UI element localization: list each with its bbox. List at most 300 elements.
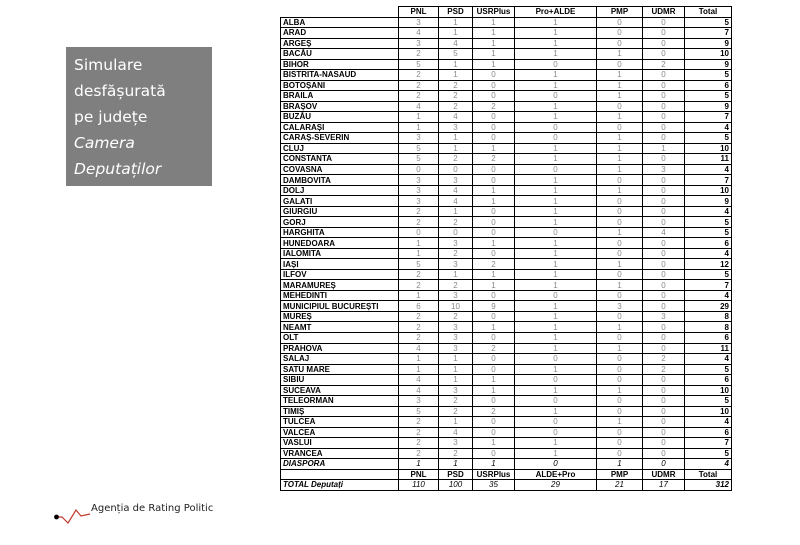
seat-count: 0 xyxy=(473,70,515,81)
seat-count: 2 xyxy=(399,80,439,91)
title-line-5: Deputaților xyxy=(74,160,162,178)
seat-count: 3 xyxy=(439,322,473,333)
footer-header-cell: Total xyxy=(685,469,732,480)
footer-header-cell xyxy=(281,469,399,480)
seat-count: 1 xyxy=(399,290,439,301)
seat-count: 0 xyxy=(643,301,685,312)
table-row xyxy=(281,406,732,417)
seat-count: 3 xyxy=(399,196,439,207)
seat-count: 1 xyxy=(439,354,473,365)
seat-count: 1 xyxy=(515,269,597,280)
row-total: 8 xyxy=(685,322,732,333)
county-name: BUZĂU xyxy=(281,112,399,123)
header-cell: USRPlus xyxy=(473,7,515,18)
table-row xyxy=(281,269,732,280)
seat-count: 0 xyxy=(597,448,643,459)
row-total: 10 xyxy=(685,185,732,196)
seat-count: 0 xyxy=(643,417,685,428)
seat-count: 0 xyxy=(473,206,515,217)
seat-count: 1 xyxy=(515,238,597,249)
seat-count: 5 xyxy=(399,406,439,417)
seat-count: 0 xyxy=(473,311,515,322)
seat-count: 5 xyxy=(399,154,439,165)
seat-count: 2 xyxy=(439,101,473,112)
seat-count: 1 xyxy=(515,28,597,39)
row-total: 10 xyxy=(685,385,732,396)
row-total: 7 xyxy=(685,280,732,291)
seat-count: 0 xyxy=(515,396,597,407)
county-name: BOTOȘANI xyxy=(281,80,399,91)
seat-count: 1 xyxy=(597,80,643,91)
seat-count: 0 xyxy=(597,269,643,280)
seat-count: 0 xyxy=(473,448,515,459)
seat-count: 1 xyxy=(473,238,515,249)
seat-count: 0 xyxy=(515,354,597,365)
seat-count: 1 xyxy=(597,459,643,470)
seat-count: 2 xyxy=(399,311,439,322)
seat-count: 1 xyxy=(515,217,597,228)
seat-count: 0 xyxy=(473,91,515,102)
header-cell: UDMR xyxy=(643,7,685,18)
seat-count: 1 xyxy=(399,364,439,375)
seat-count: 0 xyxy=(597,196,643,207)
seat-count: 2 xyxy=(399,417,439,428)
table-row xyxy=(281,343,732,354)
seat-count: 1 xyxy=(473,28,515,39)
table-row xyxy=(281,396,732,407)
seat-count: 1 xyxy=(515,101,597,112)
seat-count: 1 xyxy=(399,112,439,123)
seat-count: 0 xyxy=(643,133,685,144)
row-total: 11 xyxy=(685,154,732,165)
seat-count: 0 xyxy=(643,38,685,49)
seat-count: 0 xyxy=(597,206,643,217)
row-total: 7 xyxy=(685,175,732,186)
seat-count: 0 xyxy=(515,375,597,386)
seat-count: 5 xyxy=(399,59,439,70)
seat-count: 3 xyxy=(439,438,473,449)
seat-count: 1 xyxy=(399,122,439,133)
county-name: VASLUI xyxy=(281,438,399,449)
row-total: 4 xyxy=(685,290,732,301)
seat-count: 0 xyxy=(473,332,515,343)
seat-count: 2 xyxy=(399,332,439,343)
seat-count: 1 xyxy=(399,248,439,259)
seat-count: 0 xyxy=(473,133,515,144)
seat-count: 0 xyxy=(473,112,515,123)
row-total: 4 xyxy=(685,164,732,175)
county-name: ILFOV xyxy=(281,269,399,280)
seat-count: 2 xyxy=(473,101,515,112)
footer-header-cell: USRPlus xyxy=(473,469,515,480)
row-total: 7 xyxy=(685,28,732,39)
seat-count: 0 xyxy=(597,438,643,449)
row-total: 5 xyxy=(685,133,732,144)
county-name: BACĂU xyxy=(281,49,399,60)
seat-count: 0 xyxy=(643,406,685,417)
seat-count: 1 xyxy=(473,438,515,449)
row-total: 10 xyxy=(685,406,732,417)
county-name: DOLJ xyxy=(281,185,399,196)
seat-count: 0 xyxy=(597,427,643,438)
row-total: 4 xyxy=(685,206,732,217)
total-cell: 100 xyxy=(439,480,473,491)
seat-count: 0 xyxy=(515,59,597,70)
footer-header-cell: UDMR xyxy=(643,469,685,480)
seat-count: 0 xyxy=(515,459,597,470)
seat-count: 3 xyxy=(643,311,685,322)
table-row xyxy=(281,375,732,386)
title-line-4: Camera xyxy=(74,134,135,152)
seat-count: 1 xyxy=(515,154,597,165)
row-total: 9 xyxy=(685,38,732,49)
seat-count: 1 xyxy=(597,133,643,144)
county-name: DIASPORA xyxy=(281,459,399,470)
row-total: 6 xyxy=(685,375,732,386)
row-total: 10 xyxy=(685,143,732,154)
seat-count: 4 xyxy=(399,28,439,39)
county-name: TIMIȘ xyxy=(281,406,399,417)
table-row xyxy=(281,311,732,322)
seat-count: 0 xyxy=(597,17,643,28)
seat-count: 2 xyxy=(439,248,473,259)
seat-count: 0 xyxy=(643,248,685,259)
seat-count: 4 xyxy=(439,196,473,207)
seat-count: 0 xyxy=(597,406,643,417)
total-cell: 35 xyxy=(473,480,515,491)
seat-count: 0 xyxy=(473,217,515,228)
county-name: SIBIU xyxy=(281,375,399,386)
seat-count: 3 xyxy=(399,185,439,196)
seat-count: 2 xyxy=(473,343,515,354)
seat-count: 1 xyxy=(597,417,643,428)
seat-count: 3 xyxy=(399,396,439,407)
seat-count: 3 xyxy=(597,301,643,312)
seat-count: 0 xyxy=(399,227,439,238)
seat-count: 0 xyxy=(643,91,685,102)
table-row xyxy=(281,101,732,112)
seat-count: 0 xyxy=(473,354,515,365)
table-row xyxy=(281,217,732,228)
county-name: MEHEDINTI xyxy=(281,290,399,301)
table-row xyxy=(281,38,732,49)
row-total: 4 xyxy=(685,122,732,133)
seat-count: 0 xyxy=(597,59,643,70)
seat-count: 0 xyxy=(515,122,597,133)
seat-count: 2 xyxy=(439,91,473,102)
seat-count: 0 xyxy=(643,290,685,301)
seat-count: 0 xyxy=(643,396,685,407)
table-row xyxy=(281,154,732,165)
row-total: 6 xyxy=(685,80,732,91)
county-name: VALCEA xyxy=(281,427,399,438)
total-cell: 17 xyxy=(643,480,685,491)
seat-count: 1 xyxy=(515,175,597,186)
seat-count: 4 xyxy=(399,385,439,396)
seat-count: 1 xyxy=(399,238,439,249)
seat-count: 3 xyxy=(439,259,473,270)
table-row xyxy=(281,206,732,217)
seat-count: 0 xyxy=(515,164,597,175)
seat-count: 5 xyxy=(439,49,473,60)
seat-count: 1 xyxy=(473,185,515,196)
table-row xyxy=(281,417,732,428)
county-name: CALARAȘI xyxy=(281,122,399,133)
seat-count: 0 xyxy=(643,49,685,60)
row-total: 5 xyxy=(685,91,732,102)
seat-count: 0 xyxy=(643,322,685,333)
seat-count: 0 xyxy=(597,248,643,259)
deputies-table xyxy=(280,6,732,491)
table-row xyxy=(281,459,732,470)
seat-count: 4 xyxy=(439,427,473,438)
seat-count: 0 xyxy=(643,17,685,28)
footer-header-cell: PNL xyxy=(399,469,439,480)
seat-count: 4 xyxy=(439,112,473,123)
seat-count: 0 xyxy=(643,269,685,280)
seat-count: 0 xyxy=(643,175,685,186)
table-row xyxy=(281,364,732,375)
seat-count: 0 xyxy=(597,122,643,133)
seat-count: 3 xyxy=(439,343,473,354)
seat-count: 0 xyxy=(473,427,515,438)
seat-count: 2 xyxy=(399,427,439,438)
header-cell: PMP xyxy=(597,7,643,18)
seat-count: 0 xyxy=(643,448,685,459)
seat-count: 0 xyxy=(473,290,515,301)
table-row xyxy=(281,332,732,343)
seat-count: 3 xyxy=(439,175,473,186)
seat-count: 2 xyxy=(399,49,439,60)
seat-count: 1 xyxy=(399,459,439,470)
seat-count: 2 xyxy=(439,217,473,228)
seat-count: 0 xyxy=(643,343,685,354)
seat-count: 0 xyxy=(515,417,597,428)
seat-count: 3 xyxy=(439,290,473,301)
seat-count: 10 xyxy=(439,301,473,312)
table-row xyxy=(281,385,732,396)
seat-count: 0 xyxy=(473,364,515,375)
seat-count: 1 xyxy=(597,280,643,291)
row-total: 5 xyxy=(685,269,732,280)
row-total: 6 xyxy=(685,332,732,343)
table-row xyxy=(281,248,732,259)
footer-header-cell: PSD xyxy=(439,469,473,480)
county-name: ARGEȘ xyxy=(281,38,399,49)
table-row xyxy=(281,91,732,102)
table-row xyxy=(281,143,732,154)
seat-count: 0 xyxy=(473,122,515,133)
seat-count: 1 xyxy=(515,185,597,196)
seat-count: 2 xyxy=(439,280,473,291)
county-name: PRAHOVA xyxy=(281,343,399,354)
county-name: ARAD xyxy=(281,28,399,39)
table-row xyxy=(281,122,732,133)
seat-count: 1 xyxy=(515,301,597,312)
seat-count: 3 xyxy=(643,164,685,175)
seat-count: 4 xyxy=(399,375,439,386)
agency-name: Agenția de Rating Politic xyxy=(91,503,214,514)
seat-count: 1 xyxy=(439,70,473,81)
seat-count: 1 xyxy=(439,28,473,39)
table-row xyxy=(281,112,732,123)
seat-count: 4 xyxy=(399,343,439,354)
seat-count: 1 xyxy=(515,17,597,28)
table-row xyxy=(281,438,732,449)
seat-count: 1 xyxy=(597,343,643,354)
seat-count: 9 xyxy=(473,301,515,312)
table-row xyxy=(281,185,732,196)
seat-count: 0 xyxy=(473,164,515,175)
table-row xyxy=(281,133,732,144)
row-total: 5 xyxy=(685,70,732,81)
seat-count: 1 xyxy=(597,322,643,333)
seat-count: 2 xyxy=(399,438,439,449)
seat-count: 0 xyxy=(597,364,643,375)
row-total: 5 xyxy=(685,217,732,228)
total-cell: 110 xyxy=(399,480,439,491)
county-name: MUREȘ xyxy=(281,311,399,322)
seat-count: 0 xyxy=(473,175,515,186)
row-total: 7 xyxy=(685,438,732,449)
seat-count: 1 xyxy=(439,375,473,386)
seat-count: 0 xyxy=(643,385,685,396)
row-total: 8 xyxy=(685,311,732,322)
county-name: DAMBOVITA xyxy=(281,175,399,186)
seat-count: 1 xyxy=(473,280,515,291)
seat-count: 1 xyxy=(439,17,473,28)
seat-count: 1 xyxy=(515,280,597,291)
title-line-3: pe județe xyxy=(74,108,148,126)
county-name: BISTRITA-NASAUD xyxy=(281,70,399,81)
agency-logo xyxy=(54,498,254,532)
seat-count: 1 xyxy=(515,343,597,354)
seat-count: 1 xyxy=(439,459,473,470)
seat-count: 3 xyxy=(399,175,439,186)
seat-count: 0 xyxy=(399,164,439,175)
county-name: GORJ xyxy=(281,217,399,228)
seat-count: 0 xyxy=(643,438,685,449)
seat-count: 1 xyxy=(515,112,597,123)
row-total: 9 xyxy=(685,101,732,112)
seat-count: 3 xyxy=(399,133,439,144)
seat-count: 1 xyxy=(473,49,515,60)
seat-count: 0 xyxy=(643,259,685,270)
seat-count: 4 xyxy=(439,38,473,49)
seat-count: 0 xyxy=(473,80,515,91)
table-row xyxy=(281,354,732,365)
table-row xyxy=(281,28,732,39)
seat-count: 0 xyxy=(473,396,515,407)
row-total: 10 xyxy=(685,49,732,60)
seat-count: 4 xyxy=(399,101,439,112)
table-row xyxy=(281,448,732,459)
seat-count: 2 xyxy=(399,269,439,280)
seat-count: 6 xyxy=(399,301,439,312)
county-name: CONSTANTA xyxy=(281,154,399,165)
header-cell xyxy=(281,7,399,18)
grand-total: 312 xyxy=(685,480,732,491)
seat-count: 2 xyxy=(399,217,439,228)
row-total: 4 xyxy=(685,417,732,428)
seat-count: 1 xyxy=(515,80,597,91)
table-header-row xyxy=(281,7,732,18)
seat-count: 2 xyxy=(473,259,515,270)
seat-count: 1 xyxy=(515,196,597,207)
seat-count: 1 xyxy=(515,38,597,49)
table-row xyxy=(281,427,732,438)
seat-count: 0 xyxy=(597,38,643,49)
header-cell: PNL xyxy=(399,7,439,18)
county-name: CARAȘ-SEVERIN xyxy=(281,133,399,144)
rating-line-icon xyxy=(54,498,94,532)
seat-count: 0 xyxy=(643,154,685,165)
seat-count: 1 xyxy=(473,322,515,333)
seat-count: 1 xyxy=(439,269,473,280)
footer-header-cell: ALDE+Pro xyxy=(515,469,597,480)
table-row xyxy=(281,80,732,91)
table-row xyxy=(281,227,732,238)
seat-count: 0 xyxy=(643,375,685,386)
seat-count: 2 xyxy=(399,322,439,333)
seat-count: 1 xyxy=(439,206,473,217)
seat-count: 1 xyxy=(515,143,597,154)
seat-count: 1 xyxy=(597,91,643,102)
seat-count: 2 xyxy=(439,396,473,407)
table-row xyxy=(281,17,732,28)
seat-count: 2 xyxy=(439,406,473,417)
county-name: SATU MARE xyxy=(281,364,399,375)
seat-count: 1 xyxy=(597,185,643,196)
seat-count: 1 xyxy=(597,143,643,154)
table-body xyxy=(281,17,732,469)
header-cell: Total xyxy=(685,7,732,18)
table-row xyxy=(281,175,732,186)
county-name: OLT xyxy=(281,332,399,343)
seat-count: 2 xyxy=(439,311,473,322)
seat-count: 0 xyxy=(515,290,597,301)
seat-count: 0 xyxy=(643,122,685,133)
table-row xyxy=(281,70,732,81)
row-total: 29 xyxy=(685,301,732,312)
seat-count: 1 xyxy=(515,322,597,333)
row-total: 12 xyxy=(685,259,732,270)
seat-count: 0 xyxy=(515,427,597,438)
seat-count: 0 xyxy=(643,196,685,207)
county-name: SALAJ xyxy=(281,354,399,365)
seat-count: 1 xyxy=(399,354,439,365)
seat-count: 0 xyxy=(643,238,685,249)
seat-count: 1 xyxy=(597,154,643,165)
seat-count: 2 xyxy=(473,406,515,417)
county-name: MARAMUREȘ xyxy=(281,280,399,291)
seat-count: 1 xyxy=(473,459,515,470)
county-name: COVASNA xyxy=(281,164,399,175)
seat-count: 0 xyxy=(597,217,643,228)
seat-count: 1 xyxy=(473,38,515,49)
table-row xyxy=(281,322,732,333)
row-total: 6 xyxy=(685,427,732,438)
county-name: MUNICIPIUL BUCUREȘTI xyxy=(281,301,399,312)
seat-count: 0 xyxy=(515,133,597,144)
seat-count: 1 xyxy=(597,164,643,175)
title-line-2: desfășurată xyxy=(74,82,166,100)
footer-header-row xyxy=(281,469,732,480)
county-name: IAȘI xyxy=(281,259,399,270)
seat-count: 1 xyxy=(597,259,643,270)
seat-count: 1 xyxy=(473,143,515,154)
row-total: 4 xyxy=(685,459,732,470)
